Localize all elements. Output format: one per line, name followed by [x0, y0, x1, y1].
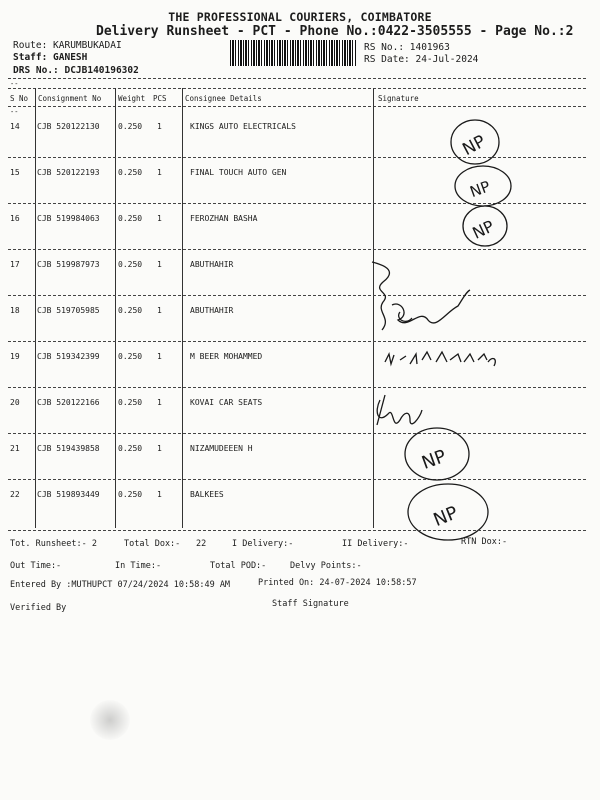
signature-stroke-icon	[385, 352, 495, 366]
row-consignment: CJB 519705985	[37, 306, 100, 315]
row-weight: 0.250	[118, 352, 143, 361]
staff-label: Staff: GANESH	[13, 52, 88, 63]
tot-runsheet: Tot. Runsheet:- 2	[10, 539, 97, 549]
row-weight: 0.250	[118, 260, 143, 269]
row-consignee: NIZAMUDEEEN H	[190, 444, 253, 453]
row-consignee: FEROZHAN BASHA	[190, 214, 258, 223]
col-header-consignment: Consignment No	[38, 94, 102, 103]
row-weight: 0.250	[118, 398, 143, 407]
i-delivery: I Delivery:-	[232, 539, 294, 549]
col-header-consignee: Consignee Details	[185, 94, 262, 103]
total-dox-value: 22	[196, 539, 207, 549]
company-title: THE PROFESSIONAL COURIERS, COIMBATORE	[168, 10, 432, 24]
row-sno: 17	[10, 260, 20, 269]
row-consignee: ABUTHAHIR	[190, 306, 234, 315]
row-weight: 0.250	[118, 306, 143, 315]
col-header-signature: Signature	[378, 94, 419, 103]
col-header-weight: Weight	[118, 94, 146, 103]
signature-stroke-icon	[392, 290, 470, 323]
verified-by: Verified By	[10, 603, 67, 613]
row-weight: 0.250	[118, 168, 143, 177]
total-dox-label: Total Dox:-	[124, 539, 181, 549]
row-sno: 15	[10, 168, 20, 177]
row-pcs: 1	[157, 260, 162, 269]
row-pcs: 1	[157, 490, 162, 499]
runsheet-title: Delivery Runsheet - PCT - Phone No.:0422-3505555 - Page No.:2	[96, 24, 574, 39]
row-consignee: ABUTHAHIR	[190, 260, 234, 269]
np-mark-15: NP	[467, 177, 493, 202]
col-header-pcs: PCS	[153, 94, 167, 103]
row-consignment: CJB 520122166	[37, 398, 100, 407]
total-pod: Total POD:-	[210, 561, 267, 571]
row-weight: 0.250	[118, 214, 143, 223]
np-mark-22: NP	[430, 502, 461, 531]
row-sno: 16	[10, 214, 20, 223]
signature-stroke-icon	[377, 400, 422, 424]
ii-delivery: II Delivery:-	[342, 539, 409, 549]
dash-marker: --	[10, 108, 19, 116]
staff-signature: Staff Signature	[272, 599, 349, 609]
row-sno: 20	[10, 398, 20, 407]
row-consignment: CJB 519984063	[37, 214, 100, 223]
row-pcs: 1	[157, 398, 162, 407]
np-mark-14: NP	[459, 131, 490, 161]
rs-date: RS Date: 24-Jul-2024	[364, 54, 479, 65]
route-label: Route: KARUMBUKADAI	[13, 40, 122, 51]
row-weight: 0.250	[118, 444, 143, 453]
row-consignee: BALKEES	[190, 490, 224, 499]
footer-divider	[8, 530, 586, 531]
row-consignment: CJB 519893449	[37, 490, 100, 499]
row-sno: 21	[10, 444, 20, 453]
row-consignee: KINGS AUTO ELECTRICALS	[190, 122, 296, 131]
row-weight: 0.250	[118, 122, 143, 131]
row-consignment: CJB 519342399	[37, 352, 100, 361]
col-header-sno: S No	[10, 94, 29, 103]
row-consignment: CJB 519987973	[37, 260, 100, 269]
row-weight: 0.250	[118, 490, 143, 499]
row-pcs: 1	[157, 168, 162, 177]
row-sno: 19	[10, 352, 20, 361]
signature-stroke-icon	[399, 312, 412, 321]
row-pcs: 1	[157, 214, 162, 223]
ink-smudge	[90, 700, 130, 740]
row-pcs: 1	[157, 444, 162, 453]
row-pcs: 1	[157, 352, 162, 361]
rs-number: RS No.: 1401963	[364, 42, 450, 53]
row-pcs: 1	[157, 122, 162, 131]
row-consignee: M BEER MOHAMMED	[190, 352, 263, 361]
signature-stroke-icon	[372, 262, 389, 330]
row-consignee: FINAL TOUCH AUTO GEN	[190, 168, 287, 177]
dash-marker: --	[10, 80, 19, 88]
row-sno: 18	[10, 306, 20, 315]
printed-on: Printed On: 24-07-2024 10:58:57	[258, 578, 417, 588]
delvy-points: Delvy Points:-	[290, 561, 362, 571]
np-mark-16: NP	[469, 216, 497, 243]
row-consignment: CJB 519439858	[37, 444, 100, 453]
signature-stroke-icon	[377, 395, 385, 425]
row-consignment: CJB 520122130	[37, 122, 100, 131]
row-consignee: KOVAI CAR SEATS	[190, 398, 263, 407]
np-mark-21: NP	[418, 445, 450, 474]
rtn-dox: RTN Dox:-	[461, 537, 508, 547]
row-consignment: CJB 520122193	[37, 168, 100, 177]
row-sno: 22	[10, 490, 20, 499]
entered-by: Entered By :MUTHUPCT 07/24/2024 10:58:49 AM	[10, 580, 231, 590]
row-sno: 14	[10, 122, 20, 131]
row-pcs: 1	[157, 306, 162, 315]
out-time: Out Time:-	[10, 561, 62, 571]
in-time: In Time:-	[115, 561, 162, 571]
drs-number: DRS No.: DCJB140196302	[13, 65, 139, 76]
